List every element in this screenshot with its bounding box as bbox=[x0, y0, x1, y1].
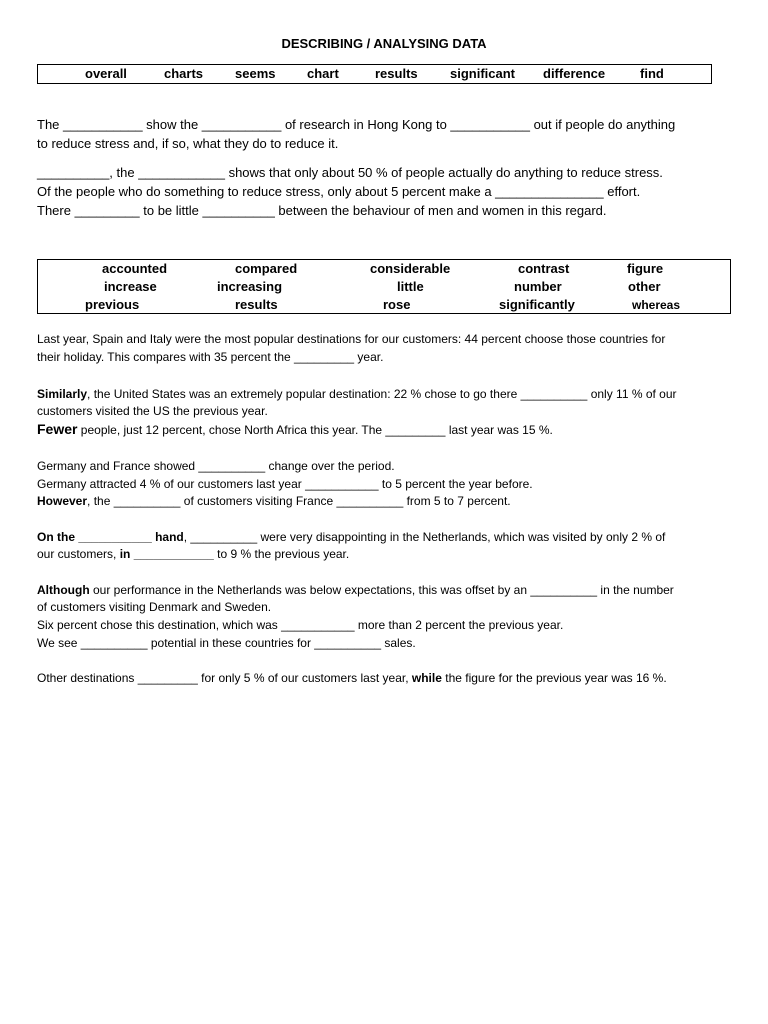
text-line: Germany attracted 4 % of our customers last year ___________ to 5 percent the year before. bbox=[37, 477, 533, 491]
word-box-2-item: increasing bbox=[217, 279, 283, 294]
text-span: the figure for the previous year was 16 %. bbox=[441, 671, 667, 685]
word-box-1-item: difference bbox=[543, 66, 606, 81]
text-line bbox=[37, 546, 349, 563]
word-box-2-item: increase bbox=[104, 279, 157, 294]
text-span: our performance in the Netherlands was below expectations, this was offset by an __________ in the number bbox=[89, 583, 674, 597]
text-line: There _________ to be little __________ between the behaviour of men and women in this regard. bbox=[37, 203, 607, 218]
word-box-2-item: little bbox=[397, 279, 424, 294]
word-box-2-item: contrast bbox=[518, 261, 570, 276]
text-line bbox=[37, 670, 667, 687]
page-title: DESCRIBING / ANALYSING DATA bbox=[281, 36, 487, 51]
text-span: , __________ were very disappointing in the Netherlands, which was visited by only 2 % of bbox=[183, 530, 666, 544]
text-line: Six percent chose this destination, which was ___________ more than 2 percent the previous year. bbox=[37, 618, 564, 632]
word-box-1-item: find bbox=[640, 66, 664, 81]
text-line bbox=[37, 529, 665, 546]
text-span: Other destinations _________ for only 5 % of our customers last year, bbox=[37, 671, 412, 685]
bold-word: Although bbox=[37, 583, 90, 597]
word-box-2-item: whereas bbox=[632, 298, 681, 312]
word-box-1 bbox=[37, 64, 712, 84]
word-box-1-item: chart bbox=[307, 66, 339, 81]
word-box-1-item: seems bbox=[235, 66, 276, 81]
text-span: our customers, bbox=[37, 547, 120, 561]
word-box-1-item: significant bbox=[450, 66, 516, 81]
text-line: Germany and France showed __________ change over the period. bbox=[37, 459, 395, 473]
text-line bbox=[37, 386, 677, 403]
word-box-1-item: charts bbox=[164, 66, 204, 81]
word-box-2-item: accounted bbox=[102, 261, 168, 276]
word-box-2-item: previous bbox=[85, 297, 140, 312]
word-box-2-item: number bbox=[514, 279, 562, 294]
text-line bbox=[37, 582, 674, 599]
text-line: their holiday. This compares with 35 percent the _________ year. bbox=[37, 350, 384, 364]
text-line: The ___________ show the ___________ of research in Hong Kong to ___________ out if people do anything bbox=[37, 117, 676, 132]
text-span: people, just 12 percent, chose North Africa this year. The _________ last year was 15 %. bbox=[77, 423, 553, 437]
text-line: customers visited the US the previous year. bbox=[37, 404, 268, 418]
word-box-2-item: significantly bbox=[499, 297, 575, 312]
bold-word: while bbox=[411, 671, 442, 685]
word-box-2-item: compared bbox=[235, 261, 298, 276]
bold-word: On the ___________ hand bbox=[37, 530, 184, 544]
text-line: We see __________ potential in these countries for __________ sales. bbox=[37, 636, 416, 650]
bold-word: Similarly bbox=[37, 387, 88, 401]
word-box-2-item: considerable bbox=[370, 261, 451, 276]
text-span: , the __________ of customers visiting France __________ from 5 to 7 percent. bbox=[87, 494, 511, 508]
text-span: , the United States was an extremely popular destination: 22 % chose to go there __________ only 11 % of our bbox=[87, 387, 677, 401]
bold-word: Fewer bbox=[37, 421, 78, 437]
text-line: to reduce stress and, if so, what they do to reduce it. bbox=[37, 136, 339, 151]
text-line: Last year, Spain and Italy were the most popular destinations for our customers: 44 percent choose those countries for bbox=[37, 332, 666, 346]
word-box-2-item: figure bbox=[627, 261, 664, 276]
bold-word: However bbox=[37, 494, 88, 508]
paragraph-2 bbox=[37, 163, 737, 220]
word-box-2 bbox=[37, 259, 731, 314]
text-line bbox=[37, 493, 511, 510]
bold-word: in ____________ bbox=[119, 547, 214, 561]
word-box-2-item: other bbox=[628, 279, 661, 294]
text-span: to 9 % the previous year. bbox=[213, 547, 350, 561]
word-box-1-item: results bbox=[375, 66, 418, 81]
word-box-1-item: overall bbox=[85, 66, 127, 81]
paragraph-1 bbox=[37, 115, 737, 153]
text-line bbox=[37, 421, 553, 439]
text-line: of customers visiting Denmark and Sweden. bbox=[37, 600, 272, 614]
text-line: __________, the ____________ shows that only about 50 % of people actually do anything to reduce stress. bbox=[37, 165, 663, 180]
text-line: Of the people who do something to reduce stress, only about 5 percent make a _______________ effort. bbox=[37, 184, 641, 199]
word-box-2-item: results bbox=[235, 297, 278, 312]
word-box-2-item: rose bbox=[383, 297, 411, 312]
